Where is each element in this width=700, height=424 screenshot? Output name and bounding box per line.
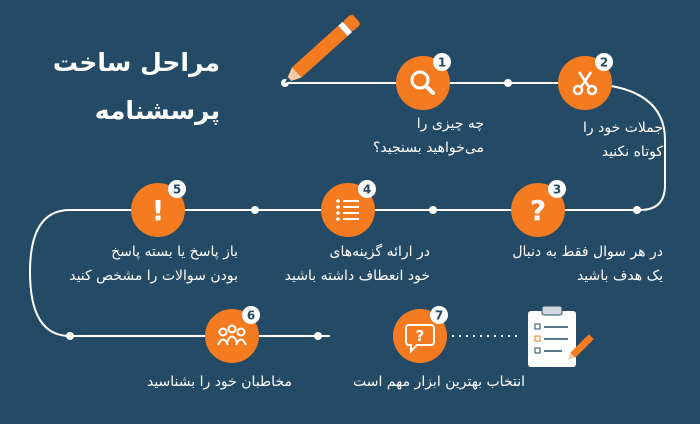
step-2-line-1: جملات خود را	[583, 120, 663, 136]
step-7-line-1: انتخاب بهترین ابزار مهم است	[353, 374, 525, 390]
step-1-line-1: چه چیزی را	[416, 116, 484, 132]
step-6-label	[147, 370, 292, 394]
step-3-line-2: یک هدف باشید	[576, 268, 663, 284]
step-4-marker	[321, 180, 376, 237]
step-number: 6	[246, 308, 256, 323]
path-dot	[429, 206, 437, 214]
step-number: 5	[172, 182, 182, 197]
path-dot	[66, 332, 74, 340]
title-line-2: پرسشنامه	[94, 96, 220, 125]
step-4-label	[285, 240, 430, 288]
step-1-label	[373, 112, 484, 160]
step-6-marker	[205, 306, 260, 363]
clipboard-icon	[528, 306, 594, 367]
step-3-marker	[511, 180, 566, 237]
step-6-line-1: مخاطبان خود را بشناسید	[146, 374, 292, 390]
step-number: 7	[434, 308, 444, 323]
step-4-line-1: در ارائه گزینه‌های	[329, 244, 430, 260]
page-title	[53, 44, 220, 130]
step-2-marker	[558, 53, 613, 110]
step-2-line-2: کوتاه نکنید	[601, 144, 663, 160]
step-number: 4	[362, 182, 372, 197]
path-dot	[504, 79, 512, 87]
exclamation-icon	[152, 194, 165, 227]
step-number: 2	[599, 55, 609, 70]
title-line-1: مراحل ساخت	[52, 48, 220, 77]
question-mark-icon	[530, 194, 546, 227]
step-1-line-2: می‌خواهید بسنجید؟	[372, 140, 484, 156]
path-dot	[314, 332, 322, 340]
svg-text:!: !	[151, 194, 165, 227]
step-3-label	[512, 240, 663, 288]
path-dot	[251, 206, 259, 214]
step-number: 3	[552, 182, 562, 197]
step-2-label	[583, 116, 663, 164]
svg-text:?: ?	[415, 327, 425, 345]
svg-text:?: ?	[529, 194, 547, 227]
step-5-label	[69, 240, 238, 288]
path-dot	[633, 206, 641, 214]
step-7-marker	[393, 306, 448, 363]
step-number: 1	[437, 55, 447, 70]
step-1-marker	[396, 53, 451, 110]
step-5-marker	[131, 180, 186, 237]
step-5-line-2: بودن سوالات را مشخص کنید	[69, 268, 238, 284]
step-7-label	[353, 370, 525, 394]
step-5-line-1: باز پاسخ یا بسته پاسخ	[111, 244, 238, 260]
step-3-line-1: در هر سوال فقط به دنبال	[512, 244, 663, 260]
pencil-icon	[280, 14, 361, 89]
step-4-line-2: خود انعطاف داشته باشید	[284, 268, 430, 284]
